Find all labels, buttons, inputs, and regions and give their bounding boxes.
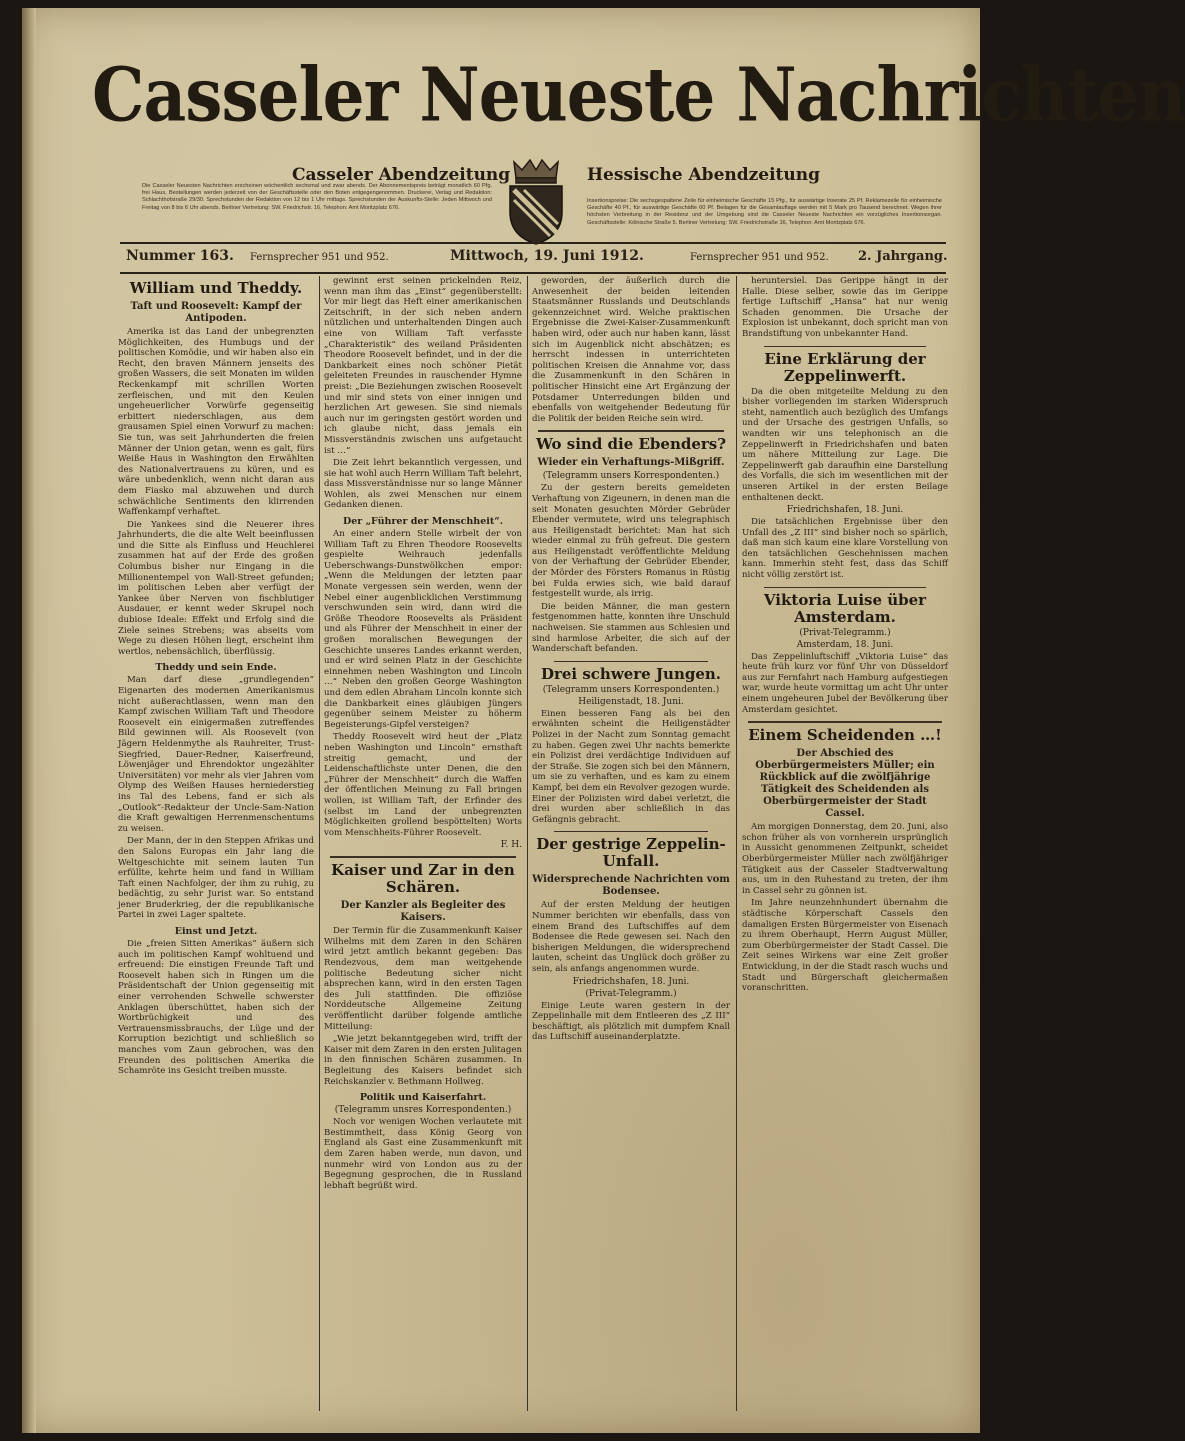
article-headline: Kaiser und Zar in den Schären. xyxy=(331,861,515,897)
phone-left: Fernsprecher 951 und 952. xyxy=(250,252,389,263)
paragraph: An einer andern Stelle wirbelt der von William Taft zu Ehren Theodore Roosevelts gespielte Weihrauch jedenfalls Ueberschwangs-Dunstwölkchen empor: „Wenn die Meldungen der letzten paar Monate vergessen sein werden, wenn der Nebel einer augenblicklichen Verstimmung verschwunden sein wird, dann wird die Größe Theodore Roosevelts als Präsident und als Führer der Menschheit in einer der großen moralischen Bewegungen der Geschichte unseres Landes erkannt werden, und er wird seinen Platz in der Geschichte einnehmen neben Washington und Lincoln …“ Neben den großen George Washington und dem edlen Abraham Lincoln konnte sich die Dankbarkeit eines gläubigen Jüngers gegenüber seinem Meister zu höherm Begeisterungs-Gipfel versteigen? xyxy=(324,529,522,730)
place-date-line: Heiligenstadt, 18. Juni. xyxy=(578,696,684,707)
paragraph: „Wie jetzt bekanntgegeben wird, trifft der Kaiser mit dem Zaren in den ersten Julitagen in den finnischen Schären zusammen. In Begleitung des Kaisers befindet sich Reichskanzler v. Bethmann Hollweg. xyxy=(324,1034,522,1087)
paragraph: Die „freien Sitten Amerikas“ äußern sich auch im politischen Kampf wohltuend und erfreuend: Die einstigen Freunde Taft und Roosevelt haben sich in Ringen um die Präsidentschaft der Union gegenseitig mit einer verrohenden Schwelle schwerster Anklagen überschüttet, haben sich der Wortbrüchigkeit und des Vertrauensmissbrauchs, der Lüge und der Korruption bezichtigt und schließlich so manches vom Zaun gebrochen, was den Freunden des politischen Amerika die Schamröte ins Gesicht treiben musste. xyxy=(118,939,314,1077)
telegram-line: (Privat-Telegramm.) xyxy=(585,988,677,999)
article-subhead: Widersprechende Nachrichten vom Bodensee. xyxy=(532,874,730,898)
paragraph: heruntersiel. Das Gerippe hängt in der Halle. Diese selber, sowie das im Gerippe fertige Luftschiff „Hansa“ hat nur wenig Schaden genommen. Die Ursache der Explosion ist unbekannt, doch spricht man von Brandstiftung von unbekannter Hand. xyxy=(742,276,948,339)
place-date-line: Amsterdam, 18. Juni. xyxy=(796,639,894,650)
section-subhead: Theddy und sein Ende. xyxy=(155,662,277,674)
article-subhead: Taft und Roosevelt: Kampf der Antipoden. xyxy=(130,301,302,324)
paragraph: Zu der gestern bereits gemeldeten Verhaftung von Zigeunern, in denen man die seit Monaten gesuchten Mörder Gebrüder Ebender vermutete, wird uns telegraphisch aus Heiligenstadt berichtet: Man hat sich wieder einmal zu früh gefreut. Die gestern aus Heiligenstadt veröffentlichte Meldung von der Verhaftung der Gebrüder Ebender, der Mörder des Försters Romanus in Rüstig bei Fulda erwies sich, wie bald darauf festgestellt wurde, als irrig. xyxy=(532,483,730,600)
paragraph: Amerika ist das Land der unbegrenzten Möglichkeiten, des Humbugs und der politischen Komödie, und wir haben also ein Recht, den braven Männern jenseits des großen Wassers, die seit Monaten im wilden Reckenkampf mit schrillen Worten zerfleischen, und mit den Keulen ungeheuerlicher Vorwürfe gegenseitig erbittert niederschlagen, aus dem grausamen Spiel einen Vorwurf zu machen: Sie tun, was seit Jahrhunderten die freien Männer der Union getan, wenn es galt, fürs Weiße Haus in Washington den Erwählten des Nationalvertrauens zu küren, und es wäre unbedenklich, wenn nicht daran aus dem Fiasko mal abzuwehen und durch schwächliche Sentiments den klirrenden Waffenkampf verhaftet. xyxy=(118,327,314,518)
subtitle-left: Casseler Abendzeitung xyxy=(292,165,511,185)
article-headline: Eine Erklärung der Zeppelinwerft. xyxy=(764,349,926,385)
paragraph: Die Zeit lehrt bekanntlich vergessen, und sie hat wohl auch Herrn William Taft belehrt, dass Missverständnisse nur so lange Männer Wohlen, als zwei Menschen nur einem Gedanken dienen. xyxy=(324,458,522,511)
divider xyxy=(764,587,926,588)
telegram-line: (Privat-Telegramm.) xyxy=(799,627,891,638)
divider xyxy=(554,661,708,662)
column-rule xyxy=(319,276,320,1411)
telegram-line: (Telegramm unsres Korrespondenten.) xyxy=(334,1105,512,1116)
paragraph: Da die oben mitgeteilte Meldung zu den bisher vorliegenden im starken Widerspruch steht, namentlich auch bezüglich des Umfangs und der Ursache des gestrigen Unfalls, so wandten wir uns telephonisch an die Zeppelinwerft in Friedrichshafen und baten um nähere Mitteilung zur Lage. Die Zeppelinwerft gab daraufhin eine Darstellung des Vorfalls, die sich im wesentlichen mit der unseren Artikel in der ersten Beilage enthaltenen deckt. xyxy=(742,386,948,503)
advertising-notice: Insertionspreise: Die sechsgespaltene Zeile für einheimische Geschäfte 15 Pfg., für auswärtige Inserate 25 Pf. Reklamezeile für einheimische Geschäfte 40 Pf., für auswärtige Geschäfte 60 Pf. Beilagen für die Gesamtauflage werden mit 5 Mark pro Tausend berechnet. Wegen ihrer höchsten Verbreitung in der Residenz und der Umgebung sind die Casseler Neueste Nachrichten ein vorzügliches Insertionsorgan. Geschäftsstelle: Kölnische Straße 5. Berliner Vertretung: SW. Friedrichstraße 16, Telephon: Amt Moritzplatz 676. xyxy=(587,198,942,226)
volume-year: 2. Jahrgang. xyxy=(858,249,948,264)
paragraph: geworden, der äußerlich durch die Anwesenheit der beiden leitenden Staatsmänner Russlands und Deutschlands gekennzeichnet wird. Welche praktischen Ergebnisse die Zwei-Kaiser-Zusammenkunft haben wird, oder auch nur haben kann, lässt sich im Augenblick nicht abschätzen; es herrscht indessen in unterrichteten politischen Kreisen die Annahme vor, dass die Zusammenkunft in den Schären in politischer Hinsicht eine Art Ergänzung der Potsdamer Unterredungen bilden und ebenfalls von weitgehender Bedeutung für die Politik der beiden Reiche sein wird. xyxy=(532,276,730,424)
article-headline: William und Theddy. xyxy=(129,279,303,297)
paragraph: Einige Leute waren gestern in der Zeppelinhalle mit dem Entleeren des „Z III“ beschäftigt, als plötzlich mit dumpfem Knall das Luftschiff auseinanderplatzte. xyxy=(532,1000,730,1043)
article-divider xyxy=(538,430,724,432)
subtitle-right: Hessische Abendzeitung xyxy=(587,165,821,185)
paragraph: Auf der ersten Meldung der heutigen Nummer berichten wir ebenfalls, dass von einem Brand des Luftschiffes auf dem Bodensee die Rede gewesen sei. Nach den bisherigen Meldungen, die widersprechend lauten, scheint das Unglück doch größer zu sein, als anfangs angenommen wurde. xyxy=(532,900,730,974)
column-4 xyxy=(742,276,948,1411)
article-headline: Einem Scheidenden …! xyxy=(748,726,942,745)
article-divider xyxy=(330,856,516,858)
section-subhead: Der „Führer der Menschheit“. xyxy=(342,516,504,528)
issue-date: Mittwoch, 19. Juni 1912. xyxy=(450,248,644,264)
column-1 xyxy=(118,276,314,1411)
author-signature: F. H. xyxy=(500,840,522,851)
telegram-line: (Telegramm unsers Korrespondenten.) xyxy=(542,684,720,695)
divider xyxy=(764,346,926,347)
paragraph: Noch vor wenigen Wochen verlautete mit Bestimmtheit, dass König Georg von England als Gast eine Zusammenkunft mit dem Zaren haben werde, nun davon, und nunmehr wird von London aus zu der Begegnung gesprochen, die in Russland lebhaft begrüßt wird. xyxy=(324,1117,522,1191)
place-date-line: Friedrichshafen, 18. Juni. xyxy=(572,976,690,987)
place-date-line: Friedrichshafen, 18. Juni. xyxy=(786,505,904,516)
paragraph: Einen besseren Fang als bei den erwähnten scheint die Heiligenstädter Polizei in der Nacht zum Sonntag gemacht zu haben. Gegen zwei Uhr nachts bemerkte ein Polizist drei verdächtige Individuen auf der Straße. Sie zogen sich bei den Männern, um sie zu verhaften, und es kam zu einem Kampf, bei dem ein Revolver gezogen wurde. Einer der Polizisten wird dabei verletzt, die drei wurden aber schließlich in das Gefängnis gebracht. xyxy=(532,708,730,825)
section-subhead: Politik und Kaiserfahrt. xyxy=(359,1092,487,1104)
newspaper-masthead: Casseler Neueste Nachrichten xyxy=(92,50,1185,139)
column-rule xyxy=(736,276,737,1411)
article-headline: Wo sind die Ebenders? xyxy=(535,435,727,454)
column-2 xyxy=(324,276,522,1411)
article-subhead: Wieder ein Verhaftungs-Mißgriff. xyxy=(537,457,725,469)
paragraph: gewinnt erst seinen prickelnden Reiz, wenn man ihm das „Einst“ gegenüberstellt: Vor mir liegt das Heft einer amerikanischen Zeitschrift, in der sich neben andern nützlichen und unterhaltenden Dingen auch eine von William Taft verfasste „Charakteristik“ des weiland Präsidenten Theodore Roosevelt befindet, und in der die Dankbarkeit eines noch schöner Pietät geleiteten Freundes in rauschender Hymne preist: „Die Beziehungen zwischen Roosevelt und mir sind stets von einer innigen und herzlichen Art gewesen. Sie sind niemals auch nur im geringsten gestört worden und ich glaube nicht, dass jemals ein Missverständnis zwischen uns aufgetaucht ist …“ xyxy=(324,276,522,456)
article-headline: Viktoria Luise über Amsterdam. xyxy=(763,590,927,626)
newspaper-page xyxy=(22,8,1185,1433)
column-rule xyxy=(527,276,528,1411)
issue-number: Nummer 163. xyxy=(126,248,234,264)
column-3 xyxy=(532,276,730,1411)
article-headline: Drei schwere Jungen. xyxy=(540,664,722,683)
paragraph: Die beiden Männer, die man gestern festgenommen hatte, konnten ihre Unschuld nachweisen. Sie stammen aus Schlesien und sind harmlose Arbeiter, die sich auf der Wanderschaft befanden. xyxy=(532,601,730,655)
telegram-line: (Telegramm unsers Korrespondenten.) xyxy=(542,471,720,482)
paragraph: Der Mann, der in den Steppen Afrikas und den Salons Europas ein Jahr lang die Weltgeschichte mit seinem lauten Tun erfüllte, kehrte heim und fand in William Taft einen Nachfolger, der ihm zu ruhig, zu bedächtig, zu sehr Jurist war. So entstand jener Bruderkrieg, der die republikanische Partei in zwei Lager spaltete. xyxy=(118,836,314,921)
paragraph: Die tatsächlichen Ergebnisse über den Unfall des „Z III“ sind bisher noch so spärlich, daß man sich kaum eine klare Vorstellung von den tatsächlichen Geschehnissen machen kann. Immerhin steht fest, dass das Schiff nicht völlig zerstört ist. xyxy=(742,517,948,581)
article-subhead: Der Abschied des Oberbürgermeisters Müller; ein Rückblick auf die zwölfjährige Tätigkeit des Scheidenden als Oberbürgermeister der Stadt Cassel. xyxy=(755,748,935,820)
article-headline: Der gestrige Zeppelin-Unfall. xyxy=(536,835,726,871)
section-subhead: Einst und Jetzt. xyxy=(174,926,258,938)
paragraph: Am morgigen Donnerstag, dem 20. Juni, also schon früher als von vornherein ursprünglich in Aussicht genommenen Zeitpunkt, scheidet Oberbürgermeister Müller nach zwölfjähriger Tätigkeit aus der Casseler Stadtverwaltung aus, um in den Ruhestand zu treten, der ihm in Cassel sehr zu gönnen ist. xyxy=(742,822,948,896)
subscription-notice: Die Casseler Neuesten Nachrichten erscheinen wöchentlich sechsmal und zwar abends. Der Abonnementspreis beträgt monatlich 60 Pfg. frei Haus, Bestellungen werden jederzeit von der Geschäftsstelle oder den Boten entgegengenommen. Druckerei, Verlag und Redaktion: Schlachthofstraße 29/30. Sprechstunden der Redaktion von 12 bis 1 Uhr mittags. Sprechstunden der Auskunfts-Stelle: Jeden Mittwoch und Freitag von 8 bis 6 Uhr abends. Berliner Vertretung: SW. Friedrichstr. 16, Telephon: Amt Moritzplatz 676. xyxy=(142,183,492,211)
page-edge xyxy=(22,8,36,1433)
issue-dateline xyxy=(120,242,946,274)
paragraph: Die Yankees sind die Neuerer ihres Jahrhunderts, die die alte Welt beeinflussen und die Sitte als Einfluss und Heuchlerei zusammen hat auf der Erde des großen Columbus bisher nur Eingang in die Millionentempel von Wall-Street gefunden; im politischen Leben aber verfügt der Yankee über Nerven von fischblutiger Ausdauer, er kennt weder Skrupel noch dubiose Ideale: Effekt und Erfolg sind die Ziele seines Strebens; was abseits vom Wege zu diesen Höhen liegt, erscheint ihm wertlos, nebensächlich, überflüssig. xyxy=(118,519,314,657)
divider xyxy=(554,831,708,832)
article-subhead: Der Kanzler als Begleiter des Kaisers. xyxy=(340,900,506,924)
coat-of-arms-icon xyxy=(500,156,572,246)
article-divider xyxy=(748,721,942,723)
paragraph: Theddy Roosevelt wird heut der „Platz neben Washington und Lincoln“ ernsthaft streitig gemacht, und der Leidenschaftlichste unter Denen, die den „Führer der Menschheit“ durch die Waffen der öffentlichen Meinung zu Fall bringen wollen, ist William Taft, der Erfinder des (selbst im Land der unbegrenzten Möglichkeiten grollend bespöttelten) Worts vom Menschheits-Führer Roosevelt. xyxy=(324,732,522,838)
paragraph: Im Jahre neunzehnhundert übernahm die städtische Körperschaft Cassels den damaligen Ersten Bürgermeister von Eisenach zu ihrem Oberhaupt, Herrn August Müller, zum Oberbürgermeister der Stadt Cassel. Die Zeit seines Wirkens war eine Zeit großer Entwicklung, in der die Stadt rasch wuchs und Stadt und Bürgerschaft gleichermaßen voranschritten. xyxy=(742,898,948,994)
phone-right: Fernsprecher 951 und 952. xyxy=(690,252,829,263)
paragraph: Man darf diese „grundlegenden“ Eigenarten des modernen Amerikanismus nicht außerachtlassen, wenn man den Kampf zwischen William Taft und Theodore Roosevelt ein einigermaßen zutreffendes Bild gewinnen will. Als Roosevelt (von Jägern Heldenmythe als Rauhreiter, Trust-Siegfried, Dauer-Redner, Kaiserfreund, Löwenjäger und Ehrendoktor ungezählter Universitäten) vor mehr als vier Jahren vom Olymp des Weißen Hauses herniederstieg ins Tal des Lebens, fand er sich als „Outlook“-Redakteur der Uncle-Sam-Nation die Kraft gewaltigen Herrenmenschentums zu weisen. xyxy=(118,675,314,834)
paragraph: Der Termin für die Zusammenkunft Kaiser Wilhelms mit dem Zaren in den Schären wird jetzt amtlich bekannt gegeben: Das Rendezvous, dem man weitgehende politische Bedeutung sicher nicht absprechen kann, wird in den ersten Tagen des Juli stattfinden. Die offiziöse Norddeutsche Allgemeine Zeitung veröffentlicht darüber folgende amtliche Mitteilung: xyxy=(324,926,522,1032)
paragraph: Das Zeppelinluftschiff „Viktoria Luise“ das heute früh kurz vor fünf Uhr von Düsseldorf aus zur Fernfahrt nach Hamburg aufgestiegen war, wurde heute vormittag um acht Uhr unter einem ungeheuren Jubel der Bevölkerung über Amsterdam gesichtet. xyxy=(742,651,948,715)
